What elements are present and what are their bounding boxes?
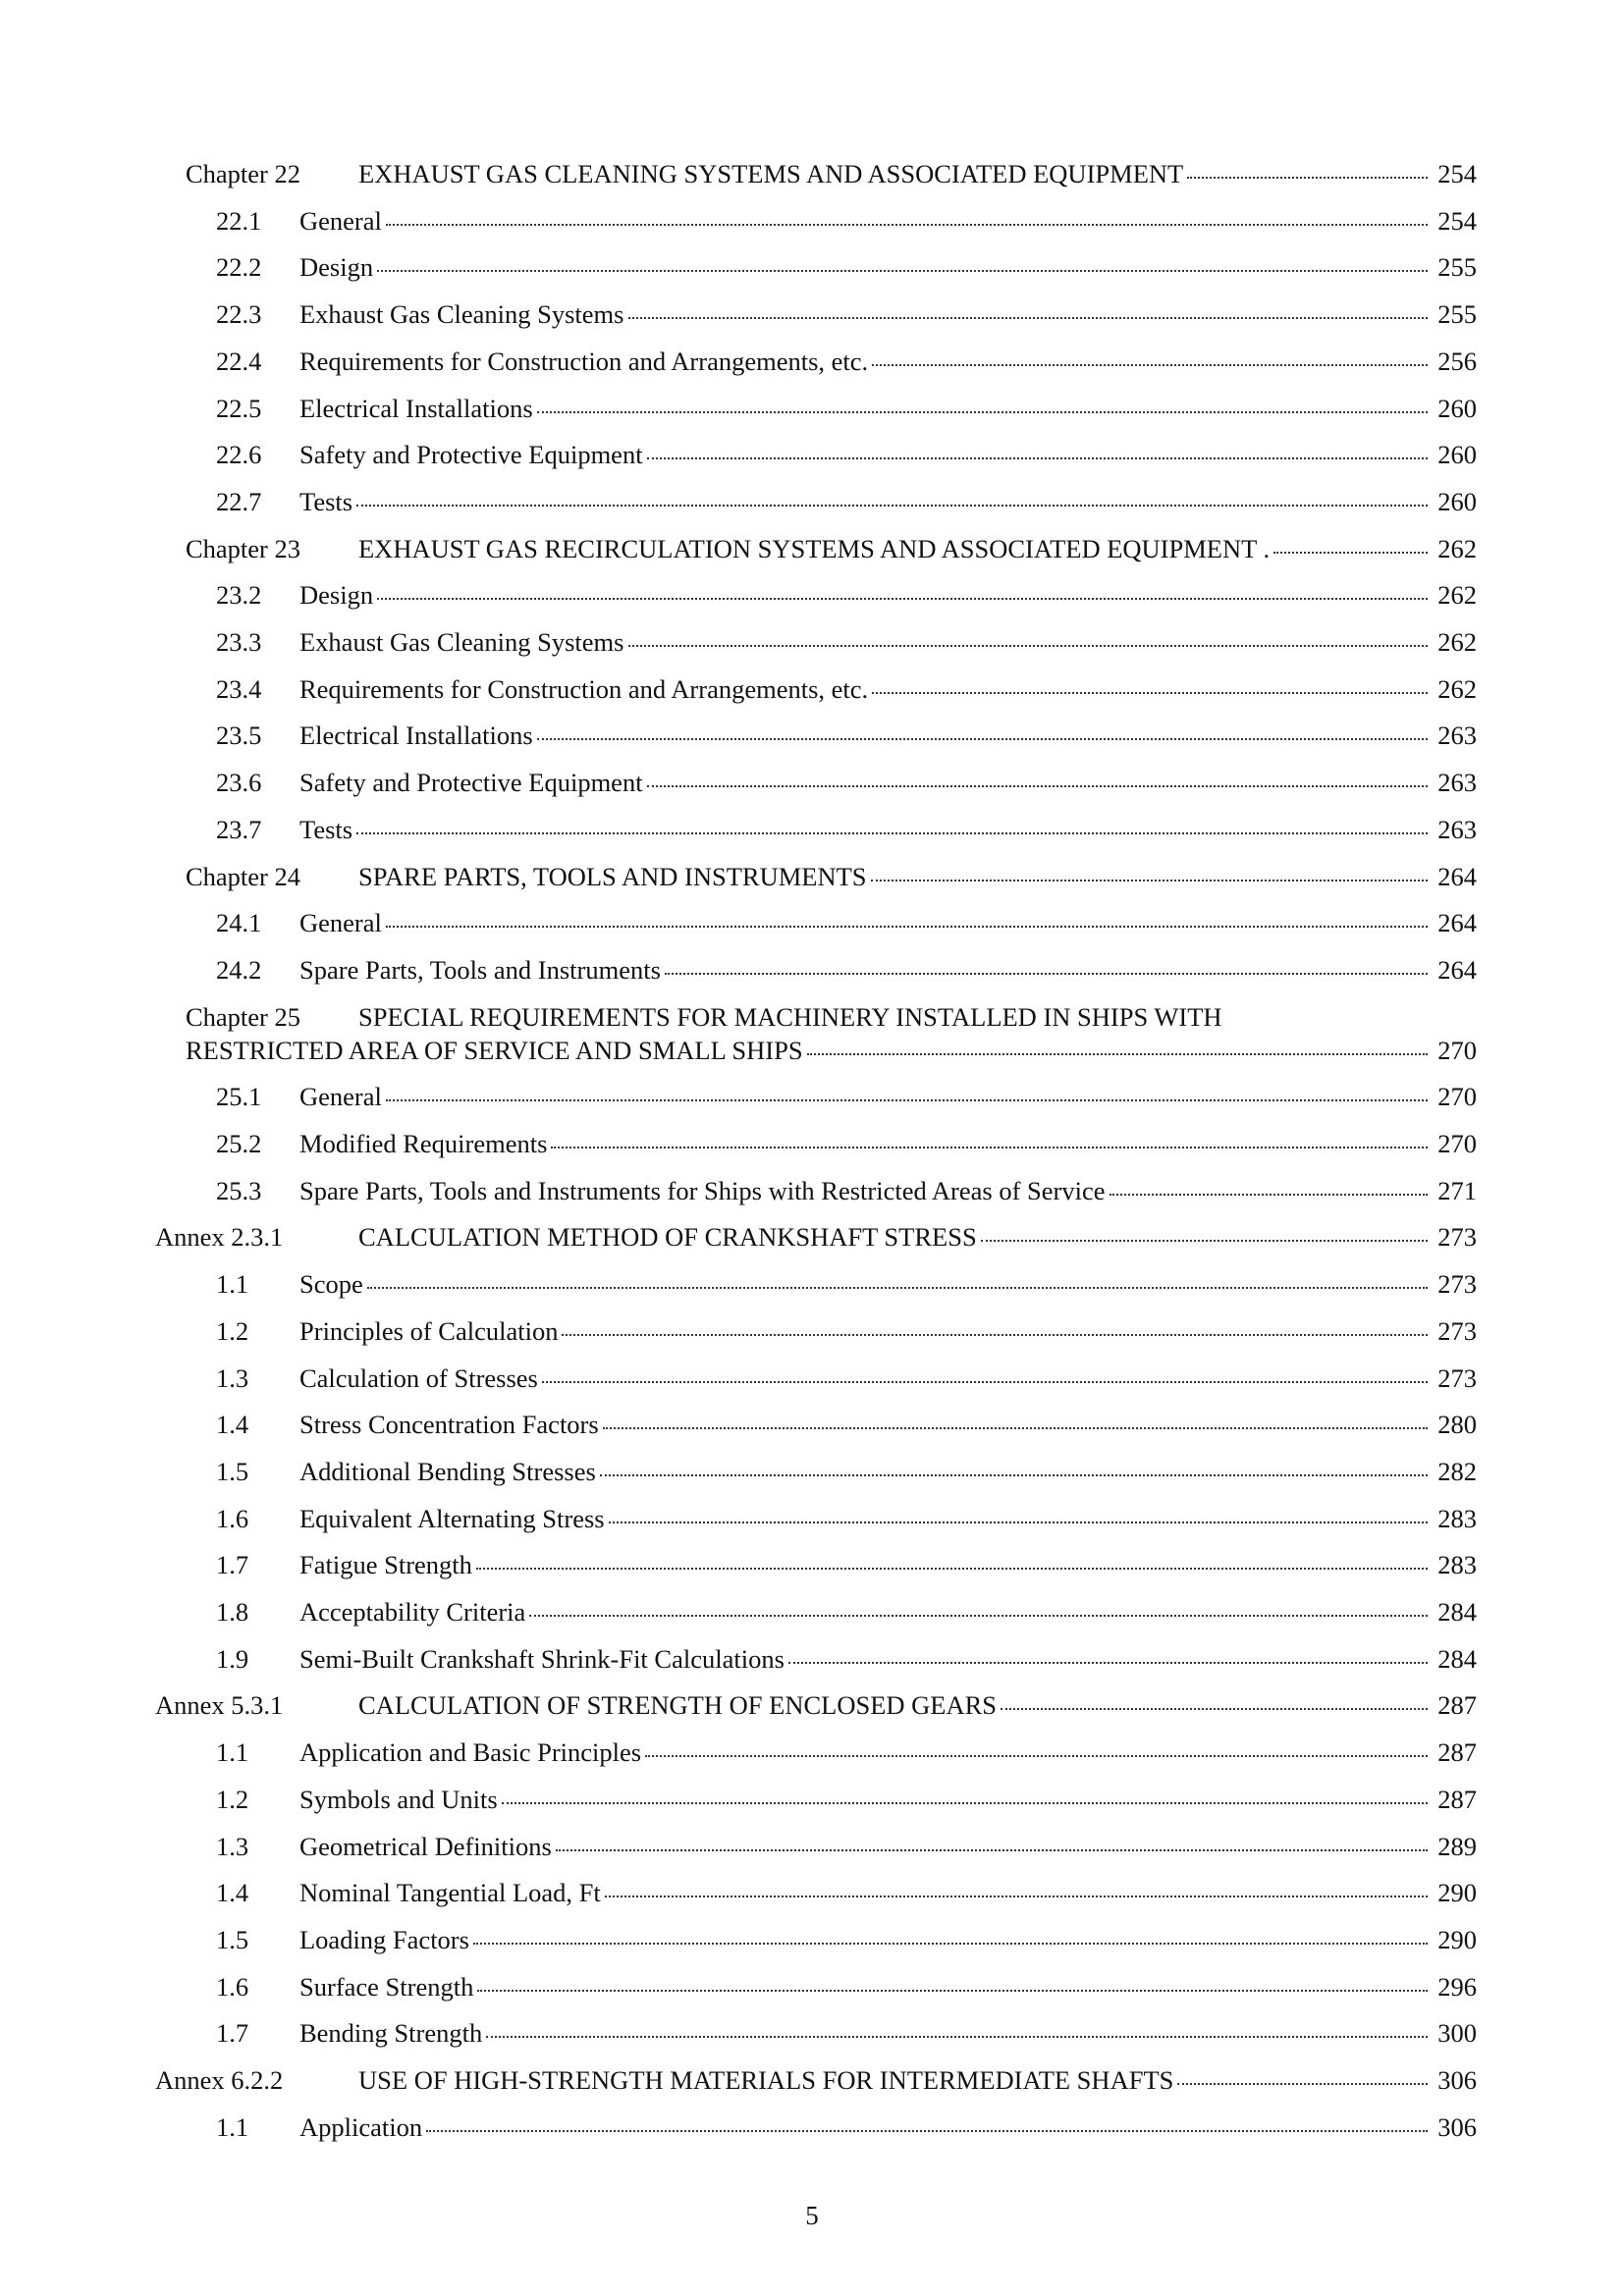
toc-entry[interactable]	[186, 532, 1477, 565]
toc-entry-page: 283	[1437, 1503, 1477, 1533]
toc-entry[interactable]	[216, 813, 1477, 846]
leader-dots	[1177, 2069, 1428, 2089]
toc-entry-title: Tests	[299, 486, 353, 516]
toc-entry[interactable]	[216, 1080, 1477, 1113]
leader-dots	[377, 256, 1428, 276]
leader-dots	[529, 1601, 1428, 1621]
toc-entry-title: Design	[299, 580, 374, 611]
toc-entry-number: 1.6	[216, 1503, 249, 1533]
leader-dots	[502, 1789, 1428, 1808]
toc-entry-page: 283	[1437, 1550, 1477, 1580]
toc-entry-title: Tests	[299, 814, 353, 844]
toc-entry-page: 260	[1437, 440, 1477, 470]
toc-entry-page: 262	[1437, 673, 1477, 704]
leader-dots	[473, 1929, 1428, 1949]
toc-entry[interactable]	[216, 672, 1477, 706]
toc-entry[interactable]	[216, 578, 1477, 612]
leader-dots	[386, 1086, 1428, 1105]
toc-entry[interactable]	[216, 719, 1477, 752]
leader-dots	[628, 631, 1429, 651]
toc-entry-page: 284	[1437, 1597, 1477, 1627]
leader-dots	[872, 678, 1428, 698]
toc-entry-title: Nominal Tangential Load, Ft	[299, 1878, 601, 1908]
toc-entry-number: 25.2	[216, 1129, 262, 1158]
toc-entry[interactable]	[216, 1455, 1477, 1488]
toc-entry-page: 262	[1437, 627, 1477, 657]
toc-entry[interactable]	[216, 1502, 1477, 1535]
toc-entry-title: Principles of Calculation	[299, 1315, 559, 1346]
leader-dots	[647, 444, 1428, 463]
toc-entry-title: Electrical Installations	[299, 393, 533, 423]
toc-entry-title: CALCULATION OF STRENGTH OF ENCLOSED GEARS	[358, 1690, 998, 1721]
toc-entry-page: 254	[1437, 205, 1477, 236]
toc-entry-number: 24.2	[216, 954, 262, 985]
toc-entry-page: 263	[1437, 768, 1477, 798]
toc-entry[interactable]	[216, 1830, 1477, 1863]
toc-entry-title: Spare Parts, Tools and Instruments for Ships with Restricted Areas of Service	[299, 1175, 1106, 1205]
toc-entry-page: 287	[1437, 1690, 1477, 1721]
leader-dots	[872, 350, 1428, 370]
leader-dots	[367, 1273, 1428, 1293]
toc-entry-number: Chapter 25	[186, 1001, 301, 1032]
toc-entry-number: 25.3	[216, 1175, 262, 1205]
toc-entry-title: SPECIAL REQUIREMENTS FOR MACHINERY INSTALLED IN SHIPS WITH	[358, 1001, 1222, 1032]
toc-entry[interactable]	[216, 1876, 1477, 1909]
toc-entry[interactable]	[216, 250, 1477, 284]
toc-entry-title: Surface Strength	[299, 1971, 474, 2002]
toc-entry-page: 273	[1437, 1315, 1477, 1346]
toc-entry-title: Calculation of Stresses	[299, 1362, 538, 1393]
toc-entry-number: 1.4	[216, 1878, 249, 1908]
toc-entry-number: 23.5	[216, 721, 262, 751]
toc-entry-number: 23.7	[216, 814, 262, 844]
toc-entry-title: Application	[299, 2111, 423, 2142]
toc-entry-title: Stress Concentration Factors	[299, 1410, 599, 1440]
toc-entry-page: 290	[1437, 1878, 1477, 1908]
toc-entry-title: EXHAUST GAS CLEANING SYSTEMS AND ASSOCIATED EQUIPMENT	[358, 159, 1184, 188]
toc-entry-number: Chapter 24	[186, 861, 301, 891]
toc-entry-page: 306	[1437, 2111, 1477, 2142]
toc-entry-title: Loading Factors	[299, 1924, 469, 1954]
toc-entry[interactable]	[186, 1034, 1477, 1067]
toc-entry-page: 270	[1437, 1082, 1477, 1112]
toc-entry[interactable]	[155, 1220, 1477, 1254]
toc-entry[interactable]	[216, 204, 1477, 238]
toc-entry[interactable]	[216, 1408, 1477, 1441]
toc-entry-page: 280	[1437, 1410, 1477, 1440]
toc-entry-number: 1.7	[216, 1550, 249, 1580]
toc-entry-page: 271	[1437, 1175, 1477, 1205]
toc-entry-title: Requirements for Construction and Arrangements, etc.	[299, 346, 869, 376]
leader-dots	[603, 1414, 1428, 1433]
leader-dots	[600, 1461, 1428, 1480]
page-number: 5	[805, 2201, 819, 2230]
toc-entry-number: 1.1	[216, 2111, 249, 2142]
toc-entry-title: Additional Bending Stresses	[299, 1456, 596, 1486]
toc-entry-number: 23.3	[216, 627, 262, 657]
toc-entry-number: 1.7	[216, 2018, 249, 2049]
toc-entry-page: 282	[1437, 1456, 1477, 1486]
toc-entry-title: Symbols and Units	[299, 1784, 498, 1814]
toc-entry-page: 264	[1437, 908, 1477, 938]
toc-entry[interactable]	[186, 860, 1477, 893]
toc-entry[interactable]	[216, 392, 1477, 425]
toc-entry-page: 287	[1437, 1737, 1477, 1768]
leader-dots	[486, 2022, 1428, 2042]
toc-entry[interactable]	[216, 1970, 1477, 2003]
toc-entry-title: USE OF HIGH-STRENGTH MATERIALS FOR INTERMEDIATE SHAFTS	[358, 2065, 1174, 2095]
toc-entry-title: Bending Strength	[299, 2018, 483, 2049]
toc-entry-page: 273	[1437, 1269, 1477, 1300]
toc-entry-number: Chapter 23	[186, 533, 301, 563]
toc-entry[interactable]	[216, 297, 1477, 331]
toc-entry-page: 255	[1437, 299, 1477, 330]
toc-entry-number: 22.1	[216, 205, 262, 236]
toc-entry[interactable]	[216, 1595, 1477, 1629]
toc-entry[interactable]	[216, 1174, 1477, 1207]
leader-dots	[645, 1741, 1428, 1761]
toc-entry-number: 22.7	[216, 486, 262, 516]
toc-entry-page: 260	[1437, 393, 1477, 423]
toc-entry[interactable]	[216, 1314, 1477, 1348]
toc-entry-number: 22.4	[216, 346, 262, 376]
toc-entry[interactable]	[216, 485, 1477, 518]
leader-dots	[356, 491, 1428, 510]
toc-entry-number: Annex 6.2.2	[155, 2065, 284, 2095]
leader-dots	[477, 1976, 1428, 1996]
leader-dots	[356, 819, 1428, 838]
toc-entry-title: Spare Parts, Tools and Instruments	[299, 954, 661, 985]
toc-entry-page: 260	[1437, 486, 1477, 516]
toc-entry-number: Chapter 22	[186, 159, 301, 188]
leader-dots	[605, 1882, 1428, 1901]
toc-entry-page: 273	[1437, 1222, 1477, 1253]
toc-entry[interactable]	[216, 1267, 1477, 1301]
toc-entry-page: 262	[1437, 533, 1477, 563]
toc-entry-number: 25.1	[216, 1082, 262, 1112]
toc-entry-number: 1.3	[216, 1362, 249, 1393]
toc-entry-title: Exhaust Gas Cleaning Systems	[299, 627, 624, 657]
toc-entry-page: 264	[1437, 954, 1477, 985]
toc-entry-page: 254	[1437, 159, 1477, 188]
leader-dots	[981, 1226, 1428, 1246]
toc-entry[interactable]	[186, 157, 1477, 190]
toc-entry[interactable]	[216, 1362, 1477, 1395]
toc-entry-title: Equivalent Alternating Stress	[299, 1503, 605, 1533]
toc-entry-number: 1.1	[216, 1269, 249, 1300]
toc-entry[interactable]	[216, 1127, 1477, 1160]
toc-entry-number: 1.8	[216, 1597, 249, 1627]
leader-dots	[426, 2116, 1428, 2136]
toc-entry-title: Exhaust Gas Cleaning Systems	[299, 299, 624, 330]
toc-entry-page: 263	[1437, 721, 1477, 751]
toc-entry[interactable]	[155, 2063, 1477, 2097]
toc-entry-title: SPARE PARTS, TOOLS AND INSTRUMENTS	[358, 861, 867, 891]
leader-dots	[1110, 1180, 1429, 1200]
toc-entry[interactable]	[216, 345, 1477, 378]
leader-dots	[562, 1320, 1428, 1340]
leader-dots	[1187, 163, 1428, 183]
leader-dots	[871, 866, 1428, 885]
toc-entry-number: 1.9	[216, 1643, 249, 1674]
toc-entry[interactable]	[216, 1642, 1477, 1676]
toc-entry-title-continued: RESTRICTED AREA OF SERVICE AND SMALL SHIPS	[186, 1035, 803, 1065]
leader-dots	[647, 772, 1428, 791]
toc-entry-number: 23.2	[216, 580, 262, 611]
toc-entry-number: 23.6	[216, 768, 262, 798]
toc-entry-page: 264	[1437, 861, 1477, 891]
toc-entry-page: 263	[1437, 814, 1477, 844]
leader-dots	[556, 1836, 1428, 1855]
toc-entry-title: Semi-Built Crankshaft Shrink-Fit Calculations	[299, 1643, 785, 1674]
toc-entry[interactable]	[216, 2016, 1477, 2050]
leader-dots	[386, 210, 1428, 230]
leader-dots	[476, 1554, 1428, 1574]
toc-entry-page: 255	[1437, 252, 1477, 283]
leader-dots	[665, 959, 1428, 979]
leader-dots	[609, 1508, 1428, 1527]
toc-entry-page: 273	[1437, 1362, 1477, 1393]
leader-dots	[377, 584, 1428, 604]
toc-entry[interactable]	[216, 906, 1477, 939]
toc-entry-title: Geometrical Definitions	[299, 1831, 552, 1861]
toc-entry[interactable]	[216, 2110, 1477, 2144]
toc-entry-number: 1.2	[216, 1784, 249, 1814]
toc-entry-title: Design	[299, 252, 374, 283]
toc-entry-number: Annex 2.3.1	[155, 1222, 284, 1253]
toc-entry-number: 23.4	[216, 673, 262, 704]
toc-entry-title: Electrical Installations	[299, 721, 533, 751]
toc-entry-line	[186, 1000, 1222, 1034]
leader-dots	[542, 1367, 1428, 1387]
toc-entry-title: Acceptability Criteria	[299, 1597, 526, 1627]
toc-entry-page: 287	[1437, 1784, 1477, 1814]
toc-entry-page: 284	[1437, 1643, 1477, 1674]
toc-entry-page: 300	[1437, 2018, 1477, 2049]
toc-entry-title: Requirements for Construction and Arrangements, etc.	[299, 673, 869, 704]
toc-entry-number: Annex 5.3.1	[155, 1690, 284, 1721]
toc-entry-title: Fatigue Strength	[299, 1550, 472, 1580]
toc-entry-number: 22.5	[216, 393, 262, 423]
toc-entry-title: EXHAUST GAS RECIRCULATION SYSTEMS AND ASSOCIATED EQUIPMENT .	[358, 533, 1271, 563]
leader-dots	[386, 912, 1428, 932]
toc-entry-title: Application and Basic Principles	[299, 1737, 642, 1768]
leader-dots	[537, 724, 1428, 744]
toc-entry[interactable]	[216, 1923, 1477, 1956]
toc-entry-number: 1.1	[216, 1737, 249, 1768]
toc-entry[interactable]	[216, 438, 1477, 471]
toc-entry-title: General	[299, 1082, 382, 1112]
toc-entry-page: 289	[1437, 1831, 1477, 1861]
toc-entry-number: 1.3	[216, 1831, 249, 1861]
toc-entry-title: General	[299, 205, 382, 236]
toc-entry-title: CALCULATION METHOD OF CRANKSHAFT STRESS	[358, 1222, 977, 1253]
toc-entry-number: 1.6	[216, 1971, 249, 2002]
toc-entry[interactable]	[216, 625, 1477, 659]
toc-entry-page: 256	[1437, 346, 1477, 376]
toc-entry-page: 270	[1437, 1129, 1477, 1158]
leader-dots	[807, 1040, 1428, 1059]
toc-entry-number: 22.2	[216, 252, 262, 283]
toc-entry[interactable]	[155, 1688, 1477, 1722]
toc-entry[interactable]	[216, 1548, 1477, 1581]
toc-entry-number: 1.4	[216, 1410, 249, 1440]
toc-entry-page: 270	[1437, 1035, 1477, 1065]
toc-entry-title: Safety and Protective Equipment	[299, 440, 643, 470]
toc-entry-page: 262	[1437, 580, 1477, 611]
leader-dots	[1001, 1694, 1428, 1714]
toc-entry-number: 24.1	[216, 908, 262, 938]
toc-entry-title: Safety and Protective Equipment	[299, 768, 643, 798]
toc-entry[interactable]	[216, 953, 1477, 987]
toc-entry-number: 22.6	[216, 440, 262, 470]
toc-entry-number: 1.2	[216, 1315, 249, 1346]
toc-entry[interactable]	[216, 1783, 1477, 1816]
toc-entry[interactable]	[216, 1735, 1477, 1769]
toc-entry-number: 1.5	[216, 1924, 249, 1954]
leader-dots	[537, 398, 1428, 417]
toc-entry-number: 22.3	[216, 299, 262, 330]
toc-entry-title: Modified Requirements	[299, 1129, 548, 1158]
leader-dots	[788, 1648, 1428, 1668]
toc-entry-title: General	[299, 908, 382, 938]
leader-dots	[1273, 538, 1428, 558]
toc-entry-page: 290	[1437, 1924, 1477, 1954]
toc-entry-title: Scope	[299, 1269, 363, 1300]
toc-entry-page: 306	[1437, 2065, 1477, 2095]
leader-dots	[628, 303, 1429, 323]
toc-entry-page: 296	[1437, 1971, 1477, 2002]
toc-entry[interactable]	[216, 766, 1477, 799]
toc-entry-number: 1.5	[216, 1456, 249, 1486]
leader-dots	[551, 1133, 1428, 1152]
